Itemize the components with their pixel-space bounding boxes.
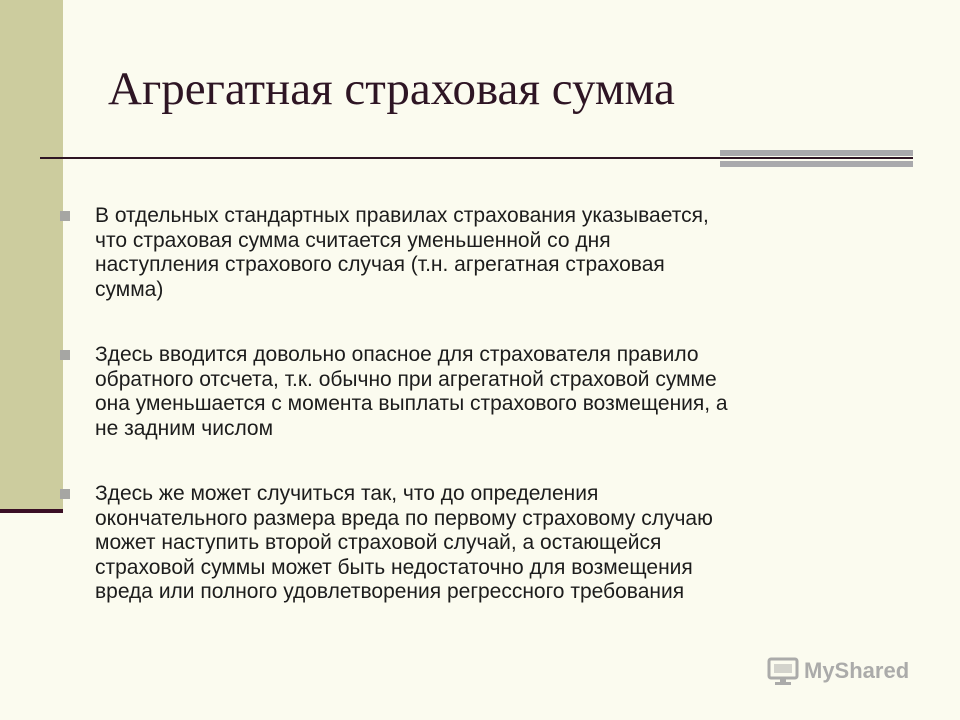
title-accent-bars [720,150,913,167]
square-bullet-icon [60,350,70,360]
bullet-line: сумма) [95,277,164,301]
bullet-line: она уменьшается с момента выплаты страхового возмещения, а [95,392,728,415]
bullet-line: В отдельных стандартных правилах страхования указывается, [95,204,709,227]
bullet-item [60,204,920,302]
bullet-line: Здесь вводится довольно опасное для страхователя правило [95,343,699,366]
bullet-line: может наступить второй страховой случай, а остающейся [95,531,662,554]
title-accent-bar-bottom [720,161,913,167]
left-decor-rule [0,509,63,513]
square-bullet-icon [60,211,70,221]
bullet-line: окончательного размера вреда по первому страховому случаю [95,506,713,530]
slide-title: Агрегатная страховая сумма [108,63,675,115]
bullet-item [60,482,920,605]
bullet-line: Здесь же может случиться так, что до определения [95,482,599,505]
bullet-list [60,204,920,646]
watermark-text: MyShared [804,658,910,683]
monitor-logo-icon [766,656,800,686]
left-decor-band [0,0,63,512]
bullet-line: обратного отсчета, т.к. обычно при агрегатной страховой сумме [95,367,717,391]
bullet-line: вреда или полного удовлетворения регрессного требования [95,580,685,603]
myshared-watermark [766,656,909,686]
bullet-line: наступления страхового случая (т.н. агрегатная страховая [95,253,665,276]
bullet-line: не задним числом [95,416,274,440]
title-accent-bar-top [720,150,913,156]
bullet-line: страховой суммы может быть недостаточно для возмещения [95,555,693,579]
bullet-item [60,343,920,441]
bullet-line: что страховая сумма считается уменьшенной со дня [95,228,611,252]
square-bullet-icon [60,489,70,499]
